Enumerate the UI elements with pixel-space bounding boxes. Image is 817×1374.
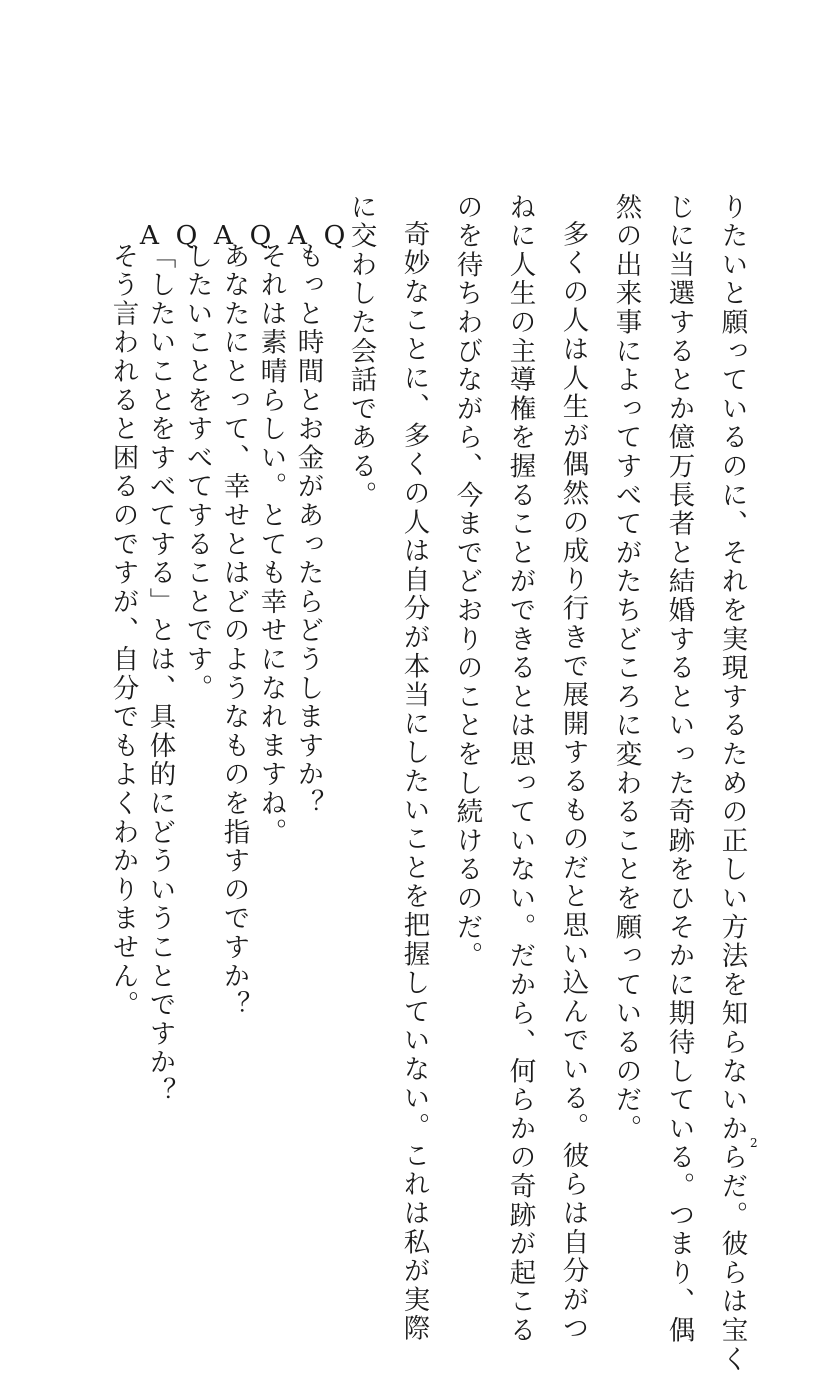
paragraph-line: ねに人生の主導権を握ることができるとは思っていない。だから、何らかの奇跡が起こる <box>504 193 536 1345</box>
dialogue-text: それは素晴らしい。とても幸せになれますね。 <box>255 242 287 847</box>
paragraph-line: じに当選するとか億万長者と結婚するといった奇跡をひそかに期待している。つまり、偶 <box>663 193 695 1345</box>
dialogue-speaker: Q <box>245 220 276 254</box>
paragraph-line: りたいと願っているのに、それを実現するための正しい方法を知らないからだ。彼らは宝く <box>716 193 748 1374</box>
paragraph-line: のを待ちわびながら、今までどおりのことをし続けるのだ。 <box>451 193 483 971</box>
paragraph-line: 奇妙なことに、多くの人は自分が本当にしたいことを把握していない。これは私が実際 <box>398 220 430 1344</box>
dialogue-text: 「したいことをすべてする」とは、具体的にどういうことですか？ <box>144 242 176 1106</box>
dialogue-text: したいことをすべてすることです。 <box>181 242 213 703</box>
dialogue-text: そう言われると困るのですが、自分でもよくわかりません。 <box>107 242 139 1020</box>
dialogue-line <box>107 220 165 1020</box>
paragraph-line: に交わした会話である。 <box>345 193 377 510</box>
dialogue-speaker: A <box>282 220 313 254</box>
dialogue-speaker: A <box>134 220 165 254</box>
dialogue-text: もっと時間とお金があったらどうしますか？ <box>292 242 324 818</box>
paragraph-line: 然の出来事によってすべてがたちどころに変わることを願っているのだ。 <box>610 193 642 1144</box>
dialogue-speaker: Q <box>319 220 350 254</box>
page-number: 2 <box>750 1136 758 1150</box>
paragraph-line: 多くの人は人生が偶然の成り行きで展開するものだと思い込んでいる。彼らは自分がつ <box>557 220 589 1344</box>
dialogue-speaker: Q <box>171 220 202 254</box>
dialogue-speaker: A <box>208 220 239 254</box>
dialogue-text: あなたにとって、幸せとはどのようなものを指すのですか？ <box>218 242 250 1020</box>
